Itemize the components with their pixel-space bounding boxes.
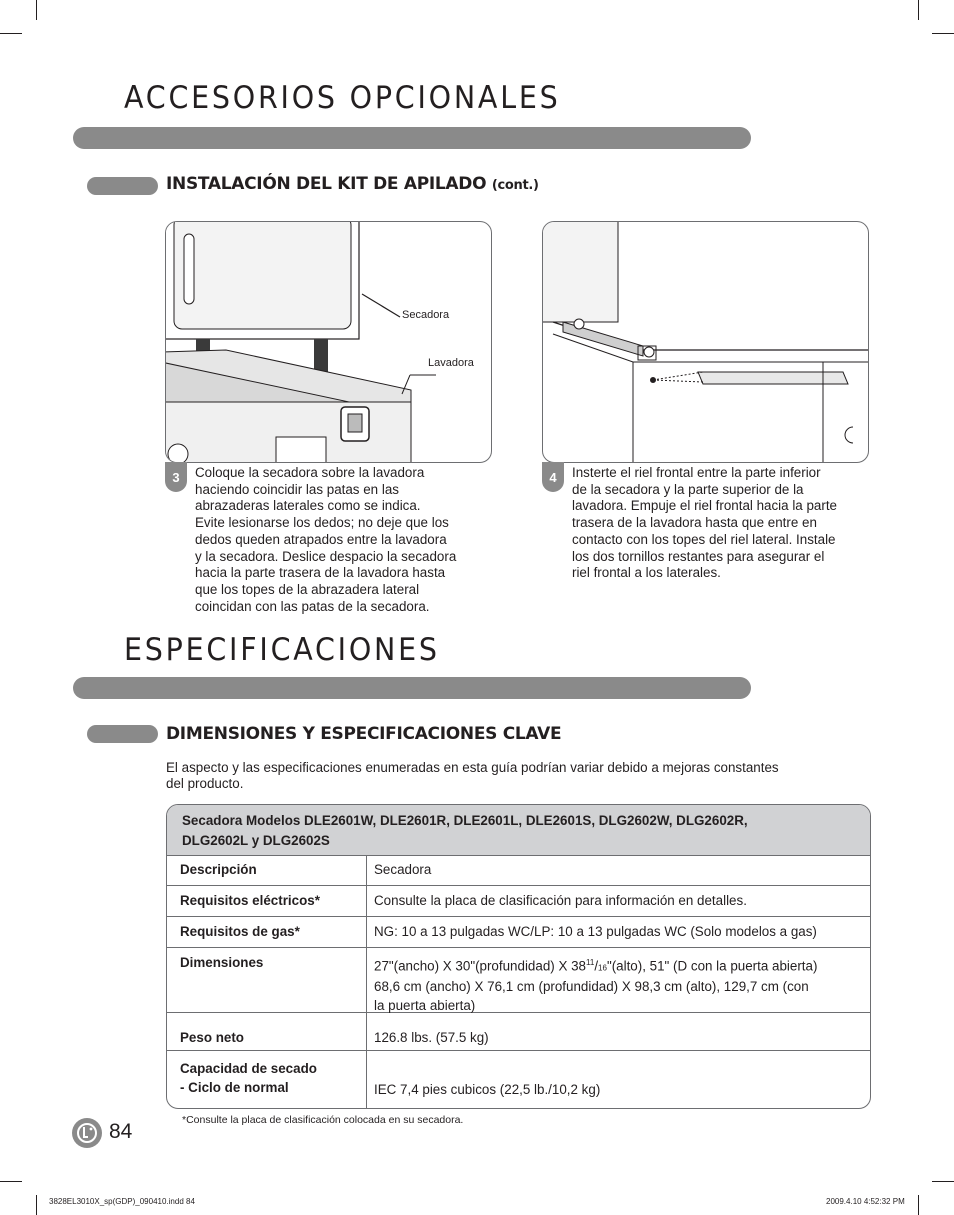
step4-line: de la secadora y la parte superior de la (572, 481, 804, 497)
dimensions-line-1 (374, 953, 864, 977)
fraction-denominator: 16 (598, 963, 607, 973)
row-value (374, 953, 864, 1015)
step3-line: haciendo coincidir las patas en las (195, 481, 399, 497)
row-label: Dimensiones (180, 955, 264, 970)
callout-secadora: Secadora (402, 309, 450, 321)
step4-line: lavadora. Empuje el riel frontal hacia la parte (572, 498, 837, 514)
subhead-instalacion-text: INSTALACIÓN DEL KIT DE APILADO (166, 174, 487, 194)
subhead-cont: (cont.) (491, 178, 539, 193)
front-rail-illustration (543, 222, 868, 462)
lg-logo (72, 1118, 102, 1148)
dimensions-part: 27"(ancho) X 30"(profundidad) X 38 (374, 958, 586, 974)
row-label: Peso neto (180, 1030, 244, 1045)
row-label: Requisitos eléctricos* (180, 893, 320, 908)
row-value: NG: 10 a 13 pulgadas WC/LP: 10 a 13 pulgadas WC (Solo modelos a gas) (374, 924, 817, 939)
figure-step3 (165, 221, 492, 463)
row-value: Secadora (374, 862, 432, 877)
section-divider-bar (73, 677, 751, 699)
table-row (167, 917, 870, 948)
step4-line: Insterte el riel frontal entre la parte inferior (572, 465, 821, 480)
table-row (167, 1013, 870, 1051)
step3-text (195, 465, 495, 615)
step3-line: abrazaderas laterales como se indica. (195, 498, 421, 514)
dimensions-part: "(alto), 51" (D con la puerta abierta) (606, 958, 818, 974)
step3-line: hacia la parte trasera de la lavadora hasta (195, 565, 446, 581)
step4-line: riel frontal a los laterales. (572, 565, 721, 581)
step4-text (572, 465, 872, 582)
row-label (180, 1059, 317, 1097)
subhead-dimensiones: DIMENSIONES Y ESPECIFICACIONES CLAVE (166, 724, 562, 744)
row-label-line: - Ciclo de normal (180, 1080, 289, 1095)
step3-line: coincidan con las patas de la secadora. (195, 598, 430, 614)
fraction-numerator: 11 (586, 958, 595, 967)
step-number-4: 4 (542, 462, 564, 492)
row-label-line: Capacidad de secado (180, 1061, 317, 1076)
crop-mark (0, 33, 22, 34)
intro-line: del producto. (166, 776, 244, 791)
subhead-instalacion (166, 174, 539, 194)
crop-mark (918, 1195, 919, 1215)
step3-line: dedos queden atrapados entre la lavadora (195, 531, 447, 547)
row-label: Descripción (180, 862, 257, 877)
print-slug-right: 2009.4.10 4:52:32 PM (826, 1197, 905, 1206)
row-value: IEC 7,4 pies cubicos (22,5 lb./10,2 kg) (374, 1082, 601, 1097)
row-label: Requisitos de gas* (180, 924, 300, 939)
footnote: *Consulte la placa de clasificación colocada en su secadora. (182, 1114, 464, 1126)
figure-step4 (542, 221, 869, 463)
spec-table (166, 804, 871, 1109)
table-row (167, 1051, 870, 1108)
crop-mark (918, 0, 919, 20)
lg-logo-icon (72, 1118, 102, 1148)
step4-line: trasera de la lavadora hasta que entre en (572, 515, 817, 531)
step4-line: contacto con los topes del riel lateral. Instale (572, 531, 836, 547)
step3-line: Coloque la secadora sobre la lavadora (195, 465, 425, 480)
section-title-accesorios: ACCESORIOS OPCIONALES (124, 80, 561, 116)
step3-line: Evite lesionarse los dedos; no deje que los (195, 515, 449, 531)
row-value: 126.8 lbs. (57.5 kg) (374, 1030, 489, 1045)
crop-mark (36, 1195, 37, 1215)
dimensions-line-3: la puerta abierta) (374, 998, 476, 1014)
crop-mark (0, 1181, 22, 1182)
step4-line: los dos tornillos restantes para asegurar el (572, 548, 825, 564)
dryer-on-washer-illustration (166, 222, 491, 462)
table-row (167, 948, 870, 1013)
spec-header-line: Secadora Modelos DLE2601W, DLE2601R, DLE2601L, DLE2601S, DLG2602W, DLG2602R, (182, 813, 748, 828)
intro-line: El aspecto y las especificaciones enumeradas en esta guía podrían variar debido a mejoras constantes (166, 760, 779, 775)
fraction-slash: / (594, 958, 599, 974)
intro-paragraph (166, 760, 846, 792)
table-row (167, 855, 870, 886)
crop-mark (36, 0, 37, 20)
row-value: Consulte la placa de clasificación para información en detalles. (374, 893, 747, 908)
table-row (167, 886, 870, 917)
page-number: 84 (109, 1120, 133, 1143)
spec-table-header (167, 805, 870, 856)
section-divider-bar (73, 127, 751, 149)
print-slug-left: 3828EL3010X_sp(GDP)_090410.indd 84 (49, 1197, 195, 1206)
section-title-especificaciones: ESPECIFICACIONES (124, 632, 440, 668)
dimensions-line-2: 68,6 cm (ancho) X 76,1 cm (profundidad) X 98,3 cm (alto), 129,7 cm (con (374, 979, 809, 995)
spec-header-line: DLG2602L y DLG2602S (182, 833, 330, 848)
step-number-3: 3 (165, 462, 187, 492)
callout-lavadora: Lavadora (428, 357, 474, 369)
step3-line: que los topes de la abrazadera lateral (195, 581, 420, 597)
step3-line: y la secadora. Deslice despacio la secadora (195, 548, 457, 564)
crop-mark (932, 33, 954, 34)
subhead-pill (87, 725, 158, 743)
crop-mark (932, 1181, 954, 1182)
subhead-pill (87, 177, 158, 195)
